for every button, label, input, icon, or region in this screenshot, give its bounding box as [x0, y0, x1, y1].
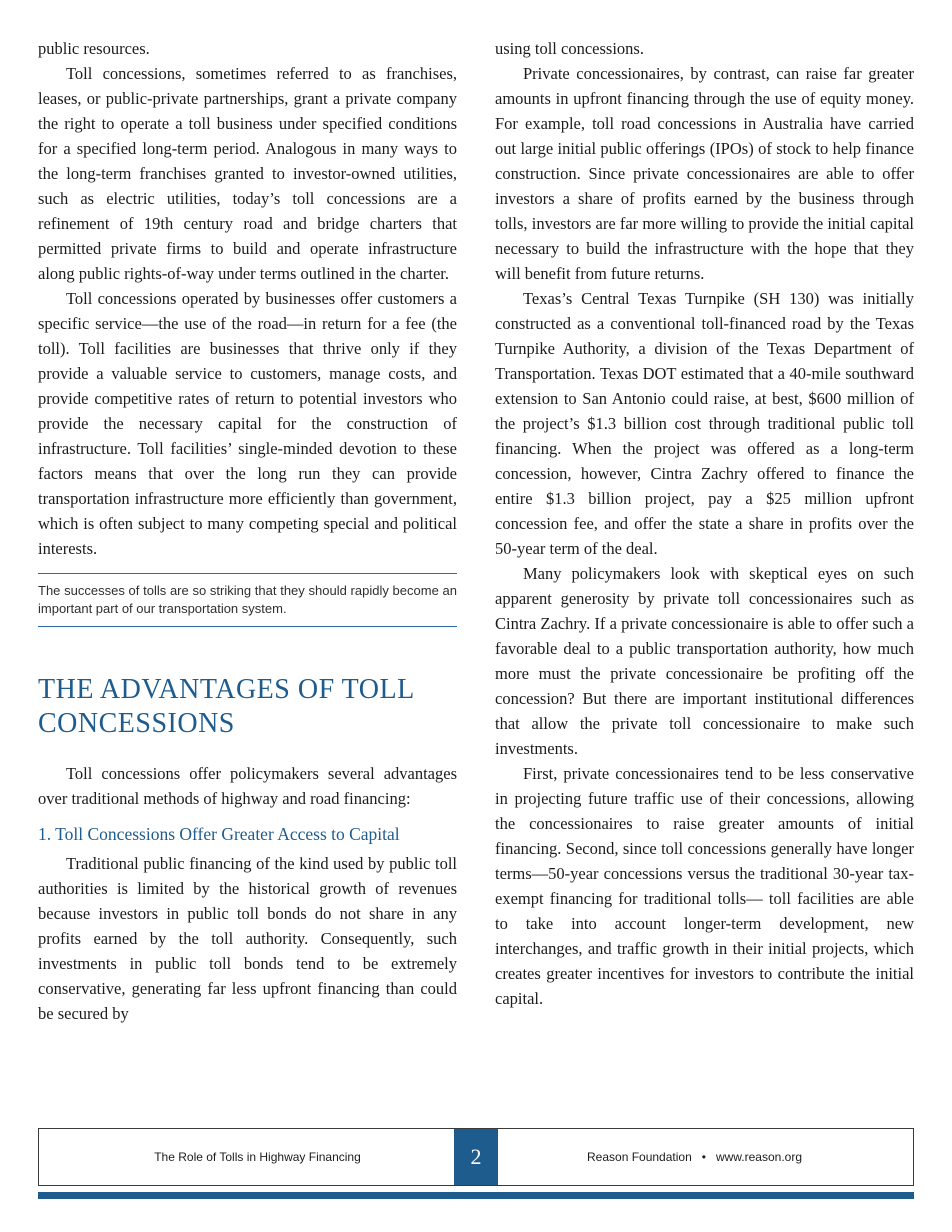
body-paragraph-continuation: public resources.: [38, 39, 150, 58]
body-paragraph: Traditional public financing of the kind used by public toll authorities is limited by the historical growth of revenues because investors in public toll bonds do not share in any profits earned by the toll authority. Consequently, such investments in public toll bonds tend to be extremely conservative, generating far less upfront financing than could be secured by: [38, 854, 457, 1023]
body-paragraph: Toll concessions offer policymakers several advantages over traditional methods of highway and road financing:: [38, 764, 457, 808]
footer-org-block: [476, 1150, 913, 1164]
body-paragraph: Many policymakers look with skeptical eyes on such apparent generosity by private toll concessionaires such as Cintra Zachry. If a private concessionaire is able to offer such a favorable deal to a public transportation authority, how much more must the private concessionaire be profiting off the concession? But there are important institutional differences that allow the private toll concessionaire to make such investments.: [495, 564, 914, 758]
body-paragraph: Toll concessions operated by businesses offer customers a specific service—the use of the road—in return for a fee (the toll). Toll facilities are businesses that thrive only if they provide a valuable service to customers, manage costs, and provide competitive rates of return to potential investors who provide the necessary capital for the construction of infrastructure. Toll facilities’ single-minded devotion to these factors means that over the long run they can provide transportation infrastructure more efficiently than government, which is often subject to many competing special and political interests.: [38, 289, 457, 558]
body-paragraph-continuation: using toll concessions.: [495, 39, 644, 58]
right-column: [495, 36, 914, 1026]
two-column-body: [38, 36, 914, 1026]
footer-report-title: The Role of Tolls in Highway Financing: [154, 1150, 361, 1164]
pull-quote: The successes of tolls are so striking that they should rapidly become an important part of our transportation system.: [38, 573, 457, 627]
page-footer: [38, 1128, 914, 1199]
body-paragraph: First, private concessionaires tend to be less conservative in projecting future traffic use of their concessions, allowing the concessionaires to raise greater amounts of initial financing. Second, since toll concessions generally have longer terms—50-year concessions versus the traditional 30-year tax-exempt financing for traditional tolls— toll facilities are able to take into account longer-term development, new interchanges, and traffic growth in their initial projects, which creates greater incentives for investors to contribute the initial capital.: [495, 764, 914, 1008]
footer-accent-bar: [38, 1192, 914, 1199]
page-number-badge: 2: [454, 1129, 498, 1185]
section-heading: THE ADVANTAGES OF TOLL CONCESSIONS: [38, 674, 414, 739]
subsection-heading: 1. Toll Concessions Offer Greater Access to Capital: [38, 824, 400, 844]
body-paragraph: Private concessionaires, by contrast, can raise far greater amounts in upfront financing through the use of equity money. For example, toll road concessions in Australia have carried out large initial public offerings (IPOs) of stock to help finance construction. Since private concessionaires are able to offer investors a share of profits earned by the business through tolls, investors are far more willing to provide the initial capital necessary to build the infrastructure with the hope that they will benefit from future returns.: [495, 64, 914, 283]
footer-organization: Reason Foundation: [587, 1150, 692, 1164]
body-paragraph: Toll concessions, sometimes referred to as franchises, leases, or public-private partnerships, grant a private company the right to operate a toll business under specified conditions for a specified long-term period. Analogous in many ways to the long-term franchises granted to investor-owned utilities, such as electric utilities, today’s toll concessions are a refinement of 19th century road and bridge charters that permitted private firms to build and operate infrastructure along public rights-of-way under terms outlined in the charter.: [38, 64, 457, 283]
footer-bullet-separator: •: [701, 1150, 706, 1164]
footer-rule-box: [38, 1128, 914, 1186]
left-column: [38, 36, 457, 1026]
body-paragraph: Texas’s Central Texas Turnpike (SH 130) was initially constructed as a conventional toll-financed road by the Texas Turnpike Authority, a division of the Texas Department of Transportation. Texas DOT estimated that a 40-mile southward extension to San Antonio could raise, at best, $600 million of the project’s $1.3 billion cost through traditional public toll financing. When the project was offered as a long-term concession, however, Cintra Zachry offered to finance the entire $1.3 billion project, pay a $25 million upfront concession fee, and offer the state a share in profits over the 50-year term of the deal.: [495, 289, 914, 558]
footer-website-link[interactable]: www.reason.org: [715, 1150, 802, 1164]
